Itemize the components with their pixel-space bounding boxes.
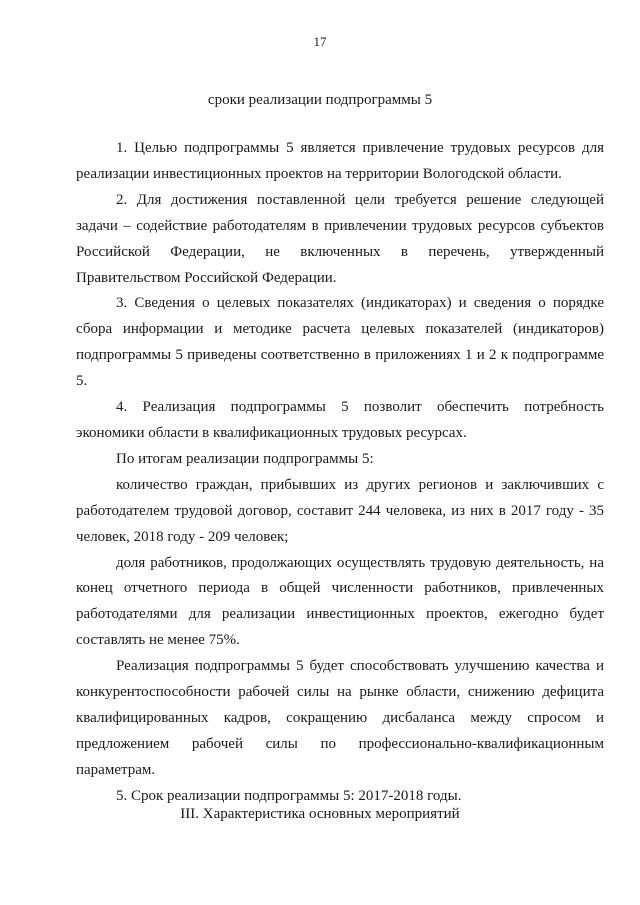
paragraph-5: По итогам реализации подпрограммы 5: (116, 450, 374, 467)
paragraph-4: 4. Реализация подпрограммы 5 позволит обеспечить потребность экономики области в квалификационных трудовых ресурсах. (76, 399, 604, 441)
heading: сроки реализации подпрограммы 5 (207, 92, 433, 108)
paragraph-2: 2. Для достижения поставленной цели требуется решение следующей задачи – содействие работодателям в привлечении трудовых ресурсов субъектов Российской Федерации, не включенных в перечень, утвержденный Правительством Российской Федерации. (76, 191, 604, 286)
paragraph-8: Реализация подпрограммы 5 будет способствовать улучшению качества и конкурентоспособности рабочей силы на рынке области, снижению дефицита квалифицированных кадров, сокращению дисбаланса между спросом и предложением рабочей силы по профессионально-квалификационным параметрам. (76, 658, 604, 778)
paragraph-1: 1. Целью подпрограммы 5 является привлечение трудовых ресурсов для реализации инвестиционных проектов на территории Вологодской области. (76, 140, 604, 182)
section-title: III. Характеристика основных мероприятий (180, 806, 460, 822)
paragraph-9: 5. Срок реализации подпрограммы 5: 2017-2018 годы. (116, 787, 462, 804)
paragraph-7: доля работников, продолжающих осуществлять трудовую деятельность, на конец отчетного периода в общей численности работников, привлеченных работодателями для реализации инвестиционных проектов, ежегодно будет составлять не менее 75%. (76, 554, 604, 649)
document-body (76, 136, 604, 810)
paragraph-3: 3. Сведения о целевых показателях (индикаторах) и сведения о порядке сбора информации и методике расчета целевых показателей (индикаторов) подпрограммы 5 приведены соответственно в приложениях 1 и 2 к подпрограмме 5. (76, 295, 604, 390)
paragraph-6: количество граждан, прибывших из других регионов и заключивших с работодателем трудовой договор, составит 244 человека, из них в 2017 году - 35 человек, 2018 году - 209 человек; (76, 476, 604, 545)
page-number: 17 (313, 34, 327, 49)
